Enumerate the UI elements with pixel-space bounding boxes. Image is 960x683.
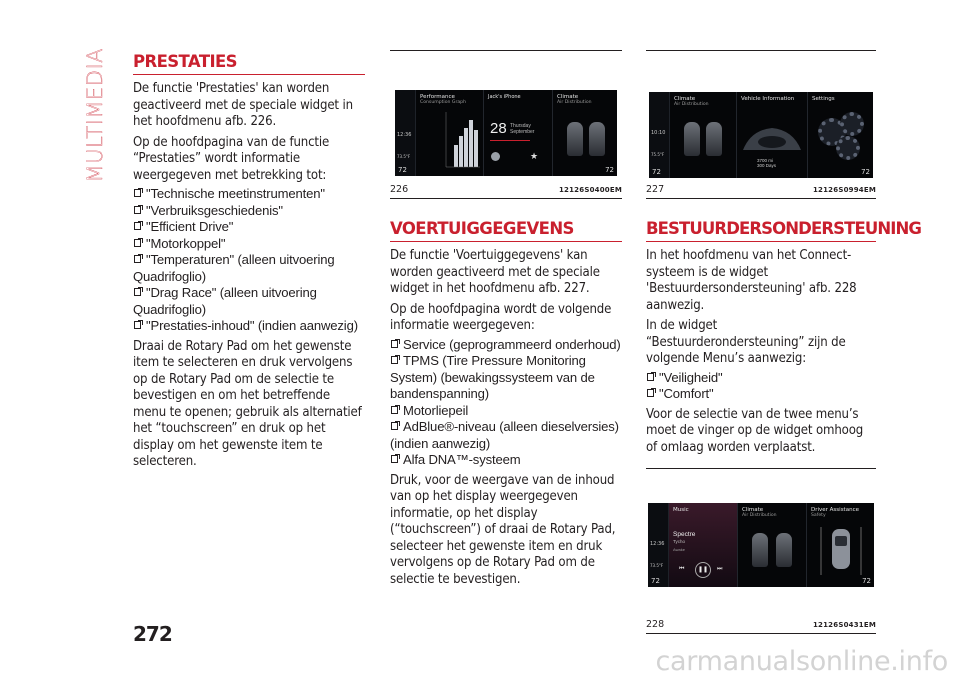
- checkbox-bullet-icon: [134, 206, 141, 214]
- figure-226-screen: 12:36 73.5°F Performance Consumption Graph Jack's iPhone 28 Thursday September ★ Climate Air Distribution 72 72: [395, 90, 617, 176]
- gear-icon: [836, 136, 860, 160]
- list-item: "Drag Race" (alleen uitvoering Quadrifoglio): [133, 285, 317, 317]
- list-item: Motorliepeil: [390, 403, 622, 420]
- paragraph: De functie 'Prestaties' kan worden geactiveerd met de speciale widget in het hoofdmenu afb. 226.: [133, 81, 353, 129]
- vehicle-information-widget: Vehicle Information 3700 mi 300 Days: [737, 92, 808, 178]
- screen-status-bar: 10:10 75.5°F: [649, 92, 670, 178]
- screen-status-bar: 12:36 73.5°F: [648, 503, 669, 587]
- seat-icon: [589, 122, 605, 156]
- consumption-graph: [416, 90, 483, 176]
- checkbox-bullet-icon: [134, 239, 141, 247]
- checkbox-bullet-icon: [391, 340, 398, 348]
- list-item: "Technische meetinstrumenten": [133, 186, 365, 203]
- watermark: carmanualsonline.info: [655, 646, 948, 677]
- performance-widget: Performance Consumption Graph: [416, 90, 484, 176]
- section-title-bestuurdersondersteuning: BESTUURDERSONDERSTEUNING: [646, 219, 876, 242]
- checkbox-bullet-icon: [391, 356, 398, 364]
- list-item: TPMS (Tire Pressure Monitoring System) (bewakingssysteem van de bandenspanning): [390, 353, 595, 401]
- next-icon: ⏭: [717, 566, 723, 572]
- phone-widget: Jack's iPhone 28 Thursday September ★: [484, 90, 553, 176]
- checkbox-bullet-icon: [647, 373, 654, 381]
- paragraph: Draai de Rotary Pad om het gewenste item te selecteren en druk vervolgens op de Rotary Pad om de selectie te bevestigen en om het betreffende menu te openen; gebruik als alternatief het “touchscreen” en druk op het display om het gewenste item te selecteren.: [133, 338, 362, 469]
- paragraph: In de widget “Bestuurderondersteuning” zijn de volgende Menu’s aanwezig:: [646, 318, 846, 366]
- figure-caption: 227 12126S0994EM: [646, 184, 876, 199]
- screen-status-bar: 12:36 73.5°F: [395, 90, 416, 176]
- checkbox-bullet-icon: [134, 255, 141, 263]
- paragraph: In het hoofdmenu van het Connect-systeem is de widget 'Bestuurdersondersteuning' afb. 228 aanwezig.: [646, 248, 857, 313]
- previous-icon: ⏮: [679, 566, 685, 572]
- driver-assistance-widget: Driver Assistance Safety 72: [807, 503, 874, 587]
- bullet-list: [390, 337, 622, 469]
- column-bestuurdersondersteuning: [646, 50, 922, 634]
- climate-widget: Climate Air Distribution: [670, 92, 737, 178]
- list-item: "Temperaturen" (alleen uitvoering Quadrifoglio): [133, 252, 335, 284]
- paragraph: Voor de selectie van de twee menu’s moet de vinger op de widget omhoog of omlaag worden verplaatst.: [646, 406, 864, 455]
- star-icon: ★: [530, 151, 539, 161]
- section-title-voertuiggegevens: VOERTUIGGEGEVENS: [390, 219, 622, 242]
- page-number: 272: [133, 622, 172, 646]
- paragraph: De functie 'Voertuiggegevens' kan worden geactiveerd met de speciale widget in het hoofdmenu afb. 227.: [390, 248, 600, 296]
- bullet-list: [133, 186, 365, 335]
- figure-228-screen: 12:36 73.5°F Music Spectre Tycho Awake ⏮ ❚❚ ⏭ Climate Air Distribution Driver Assistance Safety 72 72: [648, 503, 874, 587]
- seat-icon: [776, 533, 792, 567]
- side-tab-multimedia: MULTIMEDIA: [83, 48, 107, 183]
- checkbox-bullet-icon: [391, 406, 398, 414]
- paragraph: Op de hoofdpagina van de functie “Prestaties” wordt informatie weergegeven met betrekking tot:: [133, 134, 330, 183]
- checkbox-bullet-icon: [391, 455, 398, 463]
- checkbox-bullet-icon: [134, 222, 141, 230]
- climate-widget: Climate Air Distribution 72: [557, 94, 614, 174]
- list-item: Service (geprogrammeerd onderhoud): [390, 337, 622, 354]
- checkbox-bullet-icon: [134, 288, 141, 296]
- list-item: "Motorkoppel": [133, 236, 365, 253]
- bullet-list: [646, 370, 876, 403]
- car-topview-icon: [807, 503, 874, 587]
- list-item: "Prestaties-inhoud" (indien aanwezig): [133, 318, 365, 335]
- list-item: Alfa DNA™-systeem: [390, 452, 622, 469]
- list-item: "Comfort": [646, 386, 876, 403]
- checkbox-bullet-icon: [647, 389, 654, 397]
- paragraph: Druk, voor de weergave van de inhoud van op het display weergegeven informatie, op het display (“touchscreen”) of draai de Rotary Pad, selecteer het gewenste item en druk vervolgens op de Rotary Pad om de selectie te bevestigen.: [390, 472, 616, 587]
- checkbox-bullet-icon: [134, 189, 141, 197]
- checkbox-bullet-icon: [391, 422, 398, 430]
- pause-icon: ❚❚: [695, 562, 711, 578]
- list-item: "Veiligheid": [646, 370, 876, 387]
- figure-227-screen: 10:10 75.5°F Climate Air Distribution Vehicle Information 3700 mi 300 Days Settings 72 72: [649, 92, 873, 178]
- seat-icon: [706, 122, 722, 156]
- climate-widget: Climate Air Distribution: [738, 503, 807, 587]
- seat-icon: [684, 122, 700, 156]
- music-widget: Music Spectre Tycho Awake ⏮ ❚❚ ⏭: [669, 503, 738, 587]
- phone-icon: [491, 152, 500, 161]
- list-item: "Efficient Drive": [133, 219, 365, 236]
- figure-caption: 226 12126S0400EM: [390, 184, 622, 199]
- section-title-prestaties: PRESTATIES: [133, 52, 365, 75]
- list-item: AdBlue®-niveau (alleen dieselversies) (indien aanwezig): [390, 419, 619, 451]
- list-item: "Verbruiksgeschiedenis": [133, 203, 365, 220]
- checkbox-bullet-icon: [134, 321, 141, 329]
- figure-caption: 228 12126S0431EM: [646, 619, 876, 634]
- gear-icon: [840, 112, 864, 136]
- paragraph: Op de hoofdpagina wordt de volgende informatie weergegeven:: [390, 301, 612, 333]
- seat-icon: [752, 533, 768, 567]
- seat-icon: [567, 122, 583, 156]
- settings-widget: Settings 72: [812, 96, 870, 176]
- column-voertuiggegevens: [390, 50, 622, 588]
- column-prestaties: [133, 52, 365, 471]
